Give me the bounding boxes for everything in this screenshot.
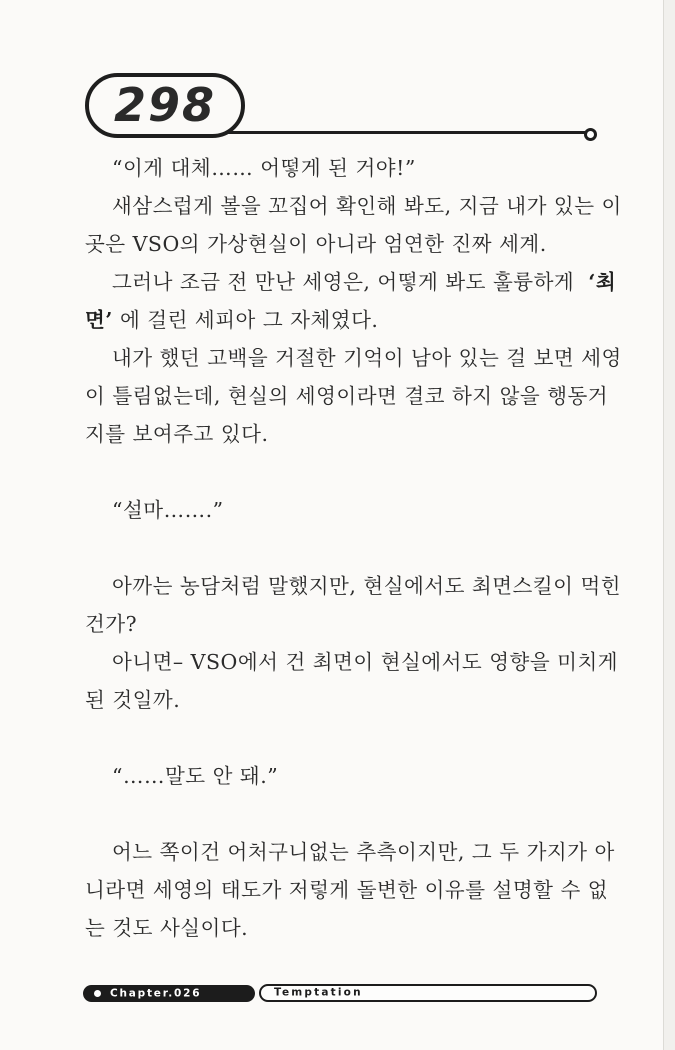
- chapter-title-badge: [259, 984, 597, 1002]
- text-segment: 는 것도 사실이다.: [85, 916, 249, 940]
- text-segment: 아니면– VSO에서 건 최면이 현실에서도 영향을 미치게: [112, 650, 619, 674]
- text-line: [85, 605, 615, 643]
- text-segment: 니라면 세영의 태도가 저렇게 돌변한 이유를 설명할 수 없: [85, 878, 609, 902]
- text-line: [85, 339, 622, 377]
- text-segment: 어느 쪽이건 어처구니없는 추측이지만, 그 두 가지가 아: [112, 840, 615, 864]
- text-segment: 곳은 VSO의 가상현실이 아니라 엄연한 진짜 세계.: [85, 232, 547, 256]
- blank-line: [85, 719, 615, 757]
- text-line: [85, 377, 615, 415]
- text-line: [85, 187, 622, 225]
- blank-line: [85, 795, 615, 833]
- blank-line: [85, 529, 615, 567]
- text-line: [85, 681, 615, 719]
- text-line: [85, 757, 615, 795]
- header-rule-line: [225, 131, 587, 134]
- header-rule-end-ring-icon: [584, 128, 597, 141]
- body-text: [85, 149, 622, 947]
- text-segment: 아까는 농담처럼 말했지만, 현실에서도 최면스킬이 먹힌: [112, 574, 622, 598]
- text-line: [85, 225, 615, 263]
- text-segment: 새삼스럽게 볼을 꼬집어 확인해 봐도, 지금 내가 있는 이: [112, 194, 622, 218]
- text-segment: 그러나 조금 전 만난 세영은, 어떻게 봐도 훌륭하게: [112, 270, 589, 294]
- text-line: [85, 263, 615, 301]
- text-line: [85, 415, 615, 453]
- page-edge-shadow: [663, 0, 675, 1050]
- text-segment: “설마…….”: [112, 498, 224, 522]
- emphasis-text: ‘최: [588, 270, 617, 294]
- page-number: 298: [113, 77, 217, 132]
- text-segment: 건가?: [85, 612, 138, 636]
- text-line: [85, 567, 622, 605]
- text-line: [85, 643, 619, 681]
- text-segment: 이 틀림없는데, 현실의 세영이라면 결코 하지 않을 행동거: [85, 384, 609, 408]
- text-line: [85, 833, 615, 871]
- text-line: [85, 149, 615, 187]
- text-line: [85, 491, 615, 529]
- text-segment: 지를 보여주고 있다.: [85, 422, 269, 446]
- blank-line: [85, 453, 615, 491]
- text-line: [85, 871, 615, 909]
- text-segment: 된 것일까.: [85, 688, 181, 712]
- bullet-dot-icon: [94, 990, 101, 997]
- text-segment: 내가 했던 고백을 거절한 기억이 남아 있는 걸 보면 세영: [112, 346, 622, 370]
- text-line: [85, 909, 615, 947]
- text-segment: “이게 대체…… 어떻게 된 거야!”: [112, 156, 416, 180]
- page-number-pill: [85, 73, 245, 138]
- chapter-badge: [83, 985, 255, 1002]
- chapter-label: Chapter.026: [110, 987, 202, 999]
- text-segment: “……말도 안 돼.”: [112, 764, 279, 788]
- text-line: [85, 301, 615, 339]
- chapter-title-label: Temptation: [274, 986, 363, 999]
- text-segment: 에 걸린 세피아 그 자체였다.: [112, 308, 379, 332]
- emphasis-text: 면’: [85, 308, 113, 332]
